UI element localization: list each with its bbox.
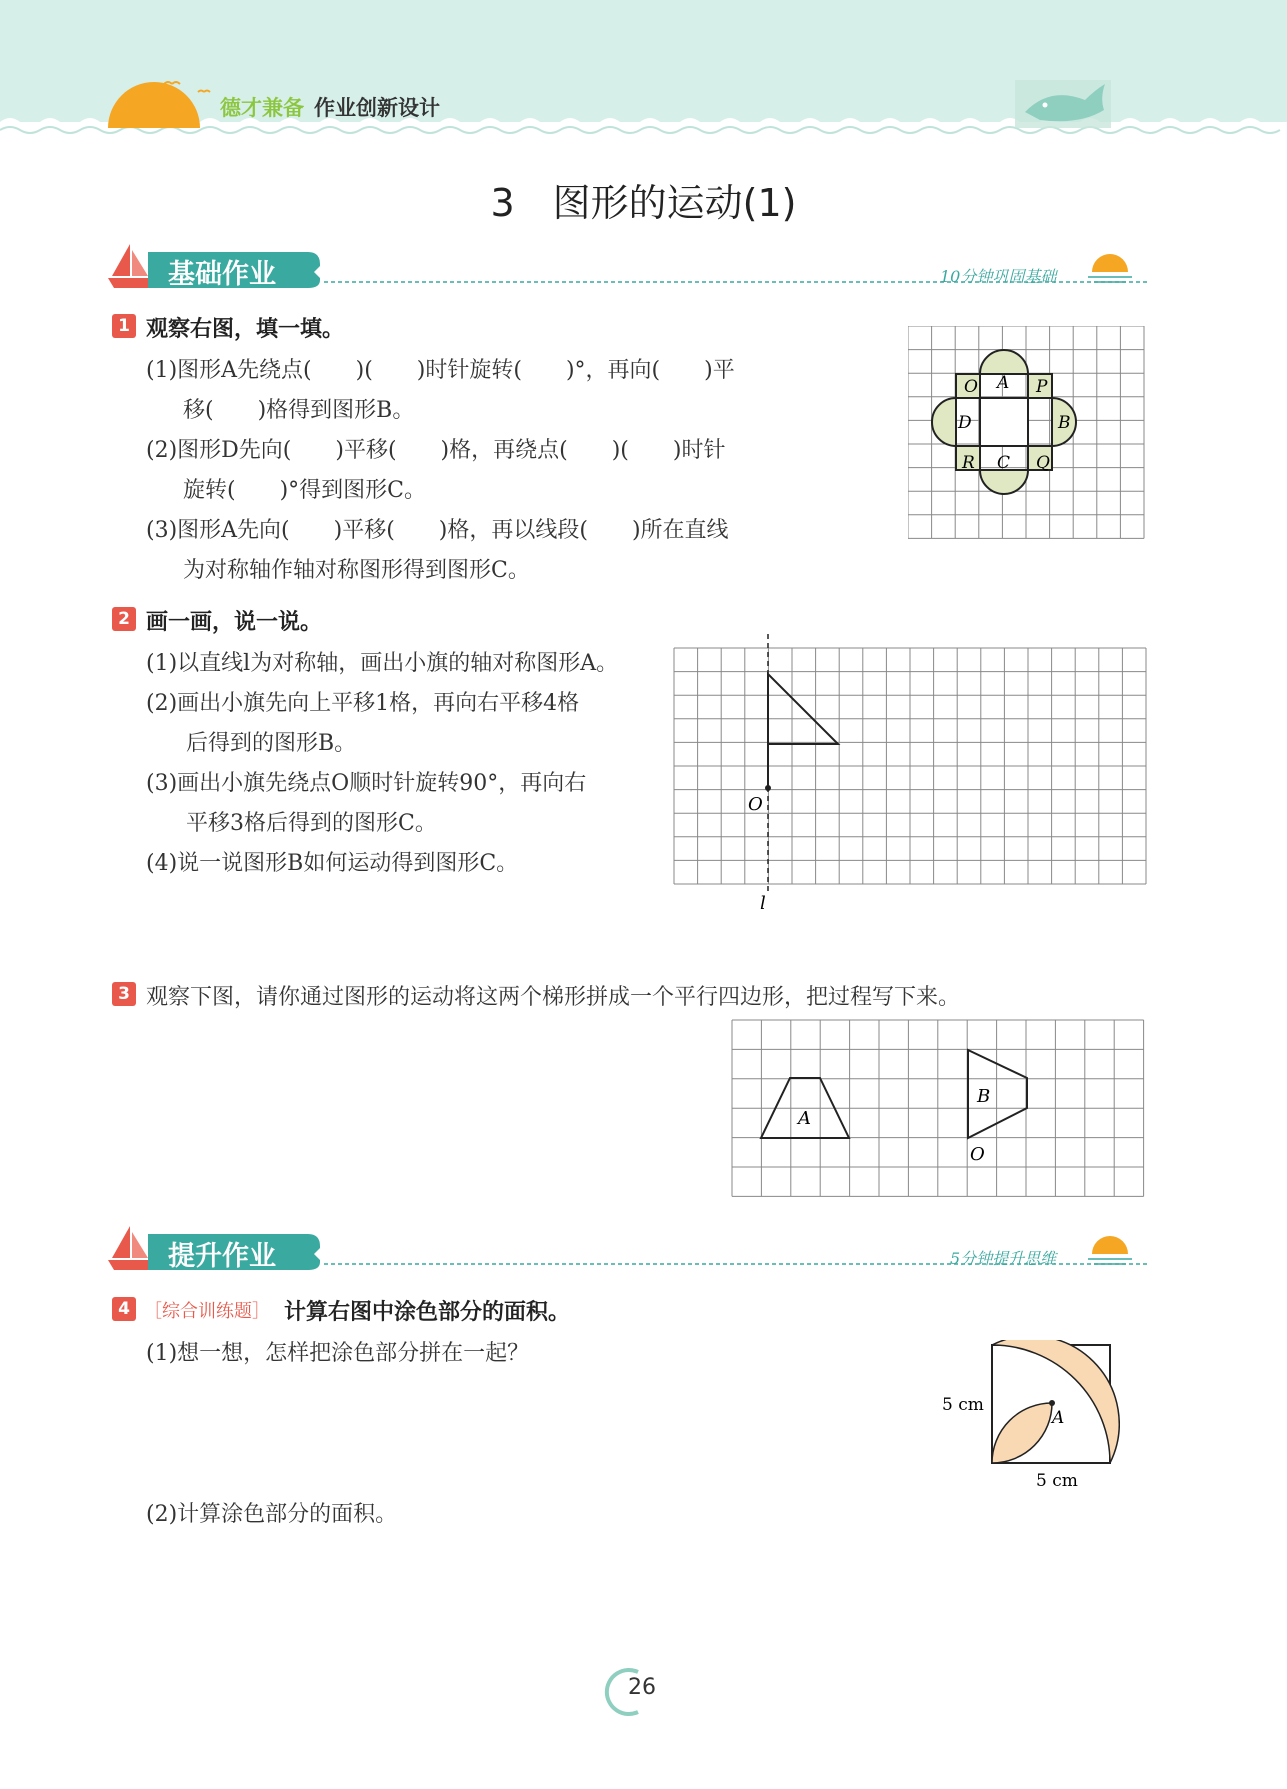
q3-figure: [730, 1018, 1148, 1198]
q2-line-5: 平移3格后得到的图形C。: [186, 811, 437, 836]
q2-figure: [672, 632, 1148, 912]
q2-line-3: 后得到的图形B。: [186, 731, 357, 756]
label-O: O: [964, 377, 978, 397]
label-R: R: [962, 453, 975, 473]
sun-icon: [106, 78, 216, 128]
whale-icon: [1015, 80, 1111, 128]
q1-line-3: (2)图形D先向( )平移( )格，再绕点( )( )时针: [146, 438, 726, 463]
label-Q: Q: [1036, 453, 1050, 473]
page-number: 26: [628, 1675, 656, 1700]
label-O: O: [970, 1144, 985, 1165]
brand-main: 德才兼备: [220, 96, 304, 120]
q1-title: 观察右图，填一填。: [146, 317, 345, 342]
q4-figure: [940, 1340, 1120, 1490]
section-label-basic: 基础作业: [168, 259, 276, 290]
label-left-side: 5 cm: [942, 1395, 984, 1415]
question-number-1: 1: [112, 314, 136, 338]
half-circle-D: [932, 398, 956, 446]
half-circle-A: [980, 350, 1028, 374]
label-B: B: [977, 1086, 991, 1107]
half-circle-C: [980, 470, 1028, 494]
q1-line-4: 旋转( )°得到图形C。: [183, 478, 426, 503]
label-bottom-side: 5 cm: [1036, 1471, 1078, 1490]
section-label-advanced: 提升作业: [168, 1241, 276, 1272]
point-O: [765, 785, 771, 791]
q4-sub1: (1)想一想，怎样把涂色部分拼在一起？: [146, 1341, 530, 1366]
label-A: A: [1052, 1408, 1065, 1428]
small-sun-icon: [1088, 1236, 1132, 1264]
label-D: D: [958, 413, 972, 433]
sailboat-icon: [108, 1226, 154, 1270]
label-O: O: [748, 794, 763, 815]
label-A: A: [798, 1108, 811, 1129]
brand-sub: 作业创新设计: [314, 96, 440, 120]
q2-line-6: (4)说一说图形B如何运动得到图形C。: [146, 851, 519, 876]
sailboat-icon: [108, 244, 154, 288]
q3-text: 观察下图，请你通过图形的运动将这两个梯形拼成一个平行四边形，把过程写下来。: [146, 985, 961, 1010]
point-A: [1049, 1400, 1055, 1406]
label-C: C: [997, 453, 1011, 473]
q2-grid: [674, 648, 1146, 884]
section-tag-advanced: 5分钟提升思维: [950, 1249, 1057, 1268]
label-P: P: [1036, 377, 1048, 397]
q3-grid: [732, 1020, 1144, 1196]
q2-title: 画一画，说一说。: [146, 610, 323, 635]
flag: [768, 674, 838, 788]
page-title: 3 图形的运动(1): [490, 181, 797, 225]
q2-line-2: (2)画出小旗先向上平移1格，再向右平移4格: [146, 691, 580, 716]
question-number-4: 4: [112, 1297, 136, 1321]
small-sun-icon: [1088, 254, 1132, 282]
q2-line-1: (1)以直线l为对称轴，画出小旗的轴对称图形A。: [146, 651, 619, 676]
label-A: A: [997, 373, 1010, 393]
section-tag-basic: 10分钟巩固基础: [940, 267, 1057, 286]
label-B: B: [1058, 413, 1071, 433]
q1-line-6: 为对称轴作轴对称图形得到图形C。: [183, 558, 530, 583]
label-l: l: [760, 893, 766, 912]
question-number-2: 2: [112, 607, 136, 631]
q4-tag: ［综合训练题］: [144, 1301, 270, 1322]
question-number-3: 3: [112, 982, 136, 1006]
q1-line-5: (3)图形A先向( )平移( )格，再以线段( )所在直线: [146, 518, 729, 543]
q1-line-1: (1)图形A先绕点( )( )时针旋转( )°，再向( )平: [146, 358, 735, 383]
q1-line-2: 移( )格得到图形B。: [183, 398, 415, 423]
q4-title: 计算右图中涂色部分的面积。: [284, 1300, 571, 1325]
q4-sub2: (2)计算涂色部分的面积。: [146, 1502, 398, 1527]
q2-line-4: (3)画出小旗先绕点O顺时针旋转90°，再向右: [146, 771, 587, 796]
q1-figure: [908, 326, 1148, 540]
